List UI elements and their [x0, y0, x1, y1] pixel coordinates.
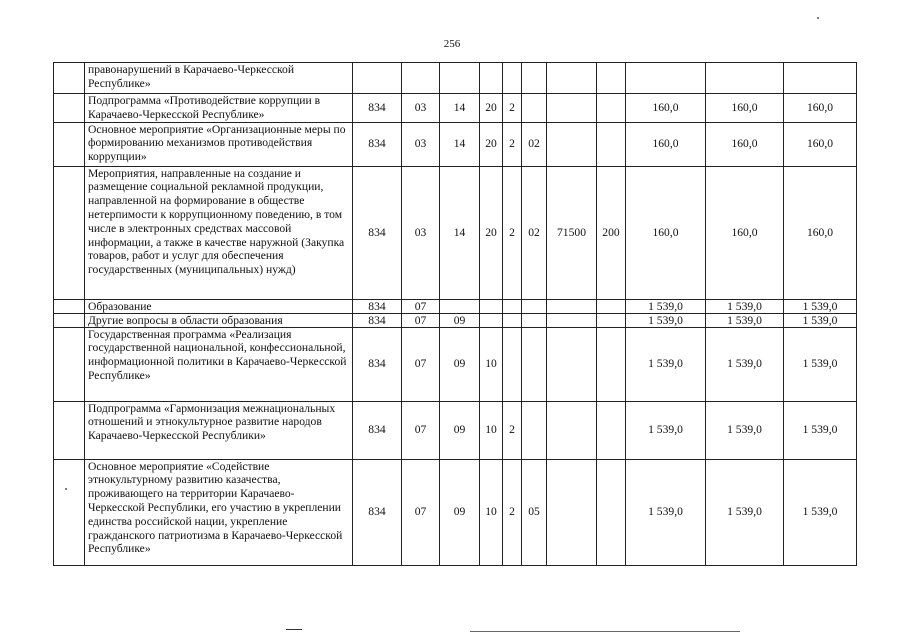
- subprogram-code-cell: [503, 313, 522, 327]
- amount-year2-cell: 1 539,0: [706, 459, 784, 565]
- direction-code-cell: [547, 94, 597, 123]
- row-name-cell: Основное мероприятие «Содействие этнокультурному развитию казачества, проживающего на территории Карачаево-Черкесской Республики, его участию в укреплении единства российской нации, укрепление гражданского патриотизма в Карачаево-Черкесской Республике»: [85, 459, 353, 565]
- expense-type-cell: 200: [597, 166, 626, 299]
- expense-type-cell: [597, 459, 626, 565]
- table-row: [54, 299, 857, 313]
- amount-year3-cell: 160,0: [784, 122, 857, 166]
- amount-year2-cell: 160,0: [706, 122, 784, 166]
- amount-year2-cell: 1 539,0: [706, 327, 784, 401]
- direction-code-cell: 71500: [547, 166, 597, 299]
- activity-code-cell: [522, 313, 547, 327]
- row-index-cell: [54, 63, 85, 94]
- table-row: [54, 94, 857, 123]
- section-code-cell: 03: [402, 122, 440, 166]
- amount-year1-cell: 1 539,0: [626, 299, 706, 313]
- amount-year2-cell: 160,0: [706, 94, 784, 123]
- amount-year3-cell: 160,0: [784, 94, 857, 123]
- section-code-cell: 07: [402, 401, 440, 459]
- amount-year1-cell: [626, 63, 706, 94]
- direction-code-cell: [547, 401, 597, 459]
- ministry-code-cell: 834: [353, 299, 402, 313]
- table-row: [54, 166, 857, 299]
- program-code-cell: 10: [480, 401, 503, 459]
- row-index-cell: [54, 122, 85, 166]
- table-row: [54, 313, 857, 327]
- subsection-code-cell: [440, 63, 480, 94]
- ministry-code-cell: 834: [353, 122, 402, 166]
- subsection-code-cell: 14: [440, 94, 480, 123]
- amount-year2-cell: 160,0: [706, 166, 784, 299]
- activity-code-cell: 02: [522, 122, 547, 166]
- row-index-cell: [54, 401, 85, 459]
- amount-year2-cell: 1 539,0: [706, 401, 784, 459]
- subprogram-code-cell: 2: [503, 459, 522, 565]
- activity-code-cell: 05: [522, 459, 547, 565]
- program-code-cell: 10: [480, 459, 503, 565]
- page-number: 256: [443, 38, 461, 50]
- activity-code-cell: [522, 94, 547, 123]
- section-code-cell: 07: [402, 299, 440, 313]
- row-index-cell: [54, 299, 85, 313]
- section-code-cell: [402, 63, 440, 94]
- activity-code-cell: [522, 299, 547, 313]
- subprogram-code-cell: 2: [503, 122, 522, 166]
- ministry-code-cell: 834: [353, 459, 402, 565]
- section-code-cell: 07: [402, 313, 440, 327]
- row-name-cell: правонарушений в Карачаево-Черкесской Республике»: [85, 63, 353, 94]
- row-index-cell: [54, 327, 85, 401]
- program-code-cell: [480, 299, 503, 313]
- direction-code-cell: [547, 327, 597, 401]
- ministry-code-cell: [353, 63, 402, 94]
- subsection-code-cell: [440, 299, 480, 313]
- row-index-cell: [54, 313, 85, 327]
- ministry-code-cell: 834: [353, 401, 402, 459]
- row-name-cell: Подпрограмма «Гармонизация межнациональных отношений и этнокультурное развитие народов Карачаево-Черкесской Республики»: [85, 401, 353, 459]
- amount-year1-cell: 1 539,0: [626, 327, 706, 401]
- amount-year1-cell: 160,0: [626, 166, 706, 299]
- scan-speck: [65, 488, 67, 490]
- program-code-cell: 20: [480, 122, 503, 166]
- subsection-code-cell: 14: [440, 166, 480, 299]
- amount-year3-cell: 1 539,0: [784, 299, 857, 313]
- amount-year3-cell: [784, 63, 857, 94]
- subsection-code-cell: 09: [440, 401, 480, 459]
- row-index-cell: [54, 166, 85, 299]
- section-code-cell: 03: [402, 94, 440, 123]
- program-code-cell: 20: [480, 94, 503, 123]
- budget-table: [53, 62, 857, 566]
- amount-year2-cell: 1 539,0: [706, 299, 784, 313]
- row-name-cell: Подпрограмма «Противодействие коррупции в Карачаево-Черкесской Республике»: [85, 94, 353, 123]
- amount-year1-cell: 160,0: [626, 122, 706, 166]
- bottom-scan-mark-left: [286, 629, 302, 630]
- subprogram-code-cell: 2: [503, 94, 522, 123]
- ministry-code-cell: 834: [353, 313, 402, 327]
- row-name-cell: Основное мероприятие «Организационные меры по формированию механизмов противодействия коррупции»: [85, 122, 353, 166]
- table-row: [54, 122, 857, 166]
- subprogram-code-cell: [503, 327, 522, 401]
- ministry-code-cell: 834: [353, 166, 402, 299]
- activity-code-cell: [522, 401, 547, 459]
- direction-code-cell: [547, 313, 597, 327]
- direction-code-cell: [547, 122, 597, 166]
- program-code-cell: 20: [480, 166, 503, 299]
- bottom-scan-mark-right: [470, 631, 740, 632]
- expense-type-cell: [597, 401, 626, 459]
- section-code-cell: 07: [402, 459, 440, 565]
- expense-type-cell: [597, 63, 626, 94]
- subsection-code-cell: 09: [440, 459, 480, 565]
- activity-code-cell: [522, 327, 547, 401]
- amount-year3-cell: 1 539,0: [784, 401, 857, 459]
- row-name-cell: Мероприятия, направленные на создание и размещение социальной рекламной продукции, направленной на формирование в обществе нетерпимости к коррупционному поведению, в том числе в электронных средствах массовой информации, а также в качестве наружной (Закупка товаров, работ и услуг для обеспечения государственных (муниципальных) нужд): [85, 166, 353, 299]
- amount-year2-cell: [706, 63, 784, 94]
- subprogram-code-cell: [503, 63, 522, 94]
- expense-type-cell: [597, 299, 626, 313]
- program-code-cell: [480, 63, 503, 94]
- amount-year1-cell: 1 539,0: [626, 459, 706, 565]
- expense-type-cell: [597, 122, 626, 166]
- expense-type-cell: [597, 94, 626, 123]
- row-name-cell: Другие вопросы в области образования: [85, 313, 353, 327]
- row-index-cell: [54, 459, 85, 565]
- section-code-cell: 07: [402, 327, 440, 401]
- subprogram-code-cell: 2: [503, 401, 522, 459]
- row-index-cell: [54, 94, 85, 123]
- amount-year1-cell: 1 539,0: [626, 401, 706, 459]
- expense-type-cell: [597, 327, 626, 401]
- amount-year1-cell: 160,0: [626, 94, 706, 123]
- table-row: [54, 459, 857, 565]
- amount-year3-cell: 1 539,0: [784, 313, 857, 327]
- amount-year3-cell: 1 539,0: [784, 327, 857, 401]
- program-code-cell: 10: [480, 327, 503, 401]
- table-row: [54, 327, 857, 401]
- amount-year2-cell: 1 539,0: [706, 313, 784, 327]
- direction-code-cell: [547, 299, 597, 313]
- section-code-cell: 03: [402, 166, 440, 299]
- subprogram-code-cell: [503, 299, 522, 313]
- table-row: [54, 401, 857, 459]
- subsection-code-cell: 14: [440, 122, 480, 166]
- scan-speck: [817, 17, 819, 19]
- subsection-code-cell: 09: [440, 313, 480, 327]
- activity-code-cell: 02: [522, 166, 547, 299]
- row-name-cell: Образование: [85, 299, 353, 313]
- subprogram-code-cell: 2: [503, 166, 522, 299]
- amount-year3-cell: 160,0: [784, 166, 857, 299]
- activity-code-cell: [522, 63, 547, 94]
- subsection-code-cell: 09: [440, 327, 480, 401]
- program-code-cell: [480, 313, 503, 327]
- amount-year1-cell: 1 539,0: [626, 313, 706, 327]
- ministry-code-cell: 834: [353, 94, 402, 123]
- direction-code-cell: [547, 459, 597, 565]
- expense-type-cell: [597, 313, 626, 327]
- ministry-code-cell: 834: [353, 327, 402, 401]
- table-row: [54, 63, 857, 94]
- direction-code-cell: [547, 63, 597, 94]
- row-name-cell: Государственная программа «Реализация государственной национальной, конфессиональной, информационной политики в Карачаево-Черкесской Республике»: [85, 327, 353, 401]
- amount-year3-cell: 1 539,0: [784, 459, 857, 565]
